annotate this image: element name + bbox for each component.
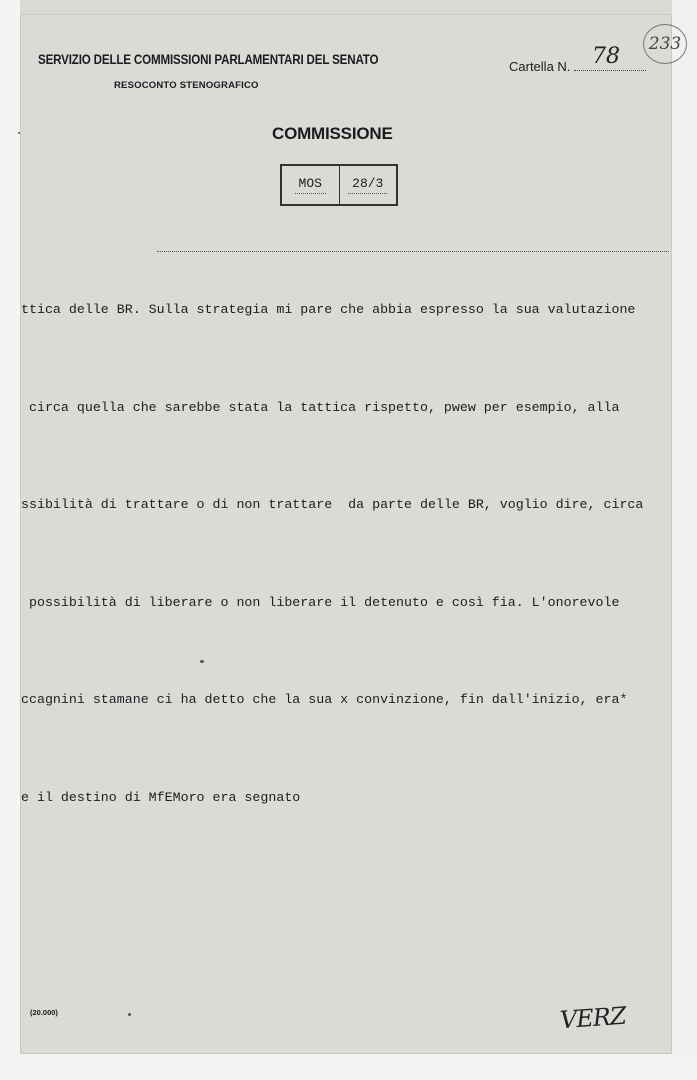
transcript-line: e il destino di MfEMoro era segnato xyxy=(21,789,301,805)
cartella-line xyxy=(574,44,646,71)
scan-speck xyxy=(200,660,204,663)
transcript-line: circa quella che sarebbe stata la tattica rispetto, pwew per esempio, alla xyxy=(21,399,620,415)
cartella-label: Cartella N. xyxy=(509,59,571,74)
section-title: COMMISSIONE xyxy=(272,124,393,143)
transcript-line: ttica delle BR. Sulla strategia mi pare che abbia espresso la sua valutazione xyxy=(21,302,636,317)
scan-speck xyxy=(18,132,20,134)
header-title: SERVIZIO DELLE COMMISSIONI PARLAMENTARI DEL SENATO xyxy=(38,52,379,67)
scan-margin-right xyxy=(672,0,697,1080)
session-code-box xyxy=(280,164,398,206)
sheet-number: 28/3 xyxy=(348,176,387,194)
transcript-line: ssibilità di trattare o di non trattare da parte delle BR, voglio dire, circa xyxy=(21,497,644,512)
scan-margin-bottom xyxy=(0,1054,697,1080)
header-subtitle: RESOCONTO STENOGRAFICO xyxy=(114,80,259,91)
page-number-stamp: 233 xyxy=(643,24,687,64)
scan-speck xyxy=(128,1013,131,1016)
handwritten-signature: VERZ xyxy=(559,1001,627,1035)
scan-margin-left xyxy=(0,0,20,1080)
code-cell xyxy=(282,166,339,204)
transcript-line: possibilità di liberare o non liberare il detenuto e così fia. L'onorevole xyxy=(21,594,620,610)
transcript-line: ccagnini stamane ci ha detto che la sua x convinzione, fin dall'inizio, era* xyxy=(21,692,628,707)
sheet-cell xyxy=(339,166,397,204)
session-code: MOS xyxy=(295,176,326,194)
transcript-body xyxy=(21,229,671,879)
form-code: (20.000) xyxy=(30,1008,58,1017)
cartella-field xyxy=(509,44,646,74)
cartella-number: 78 xyxy=(592,44,621,69)
